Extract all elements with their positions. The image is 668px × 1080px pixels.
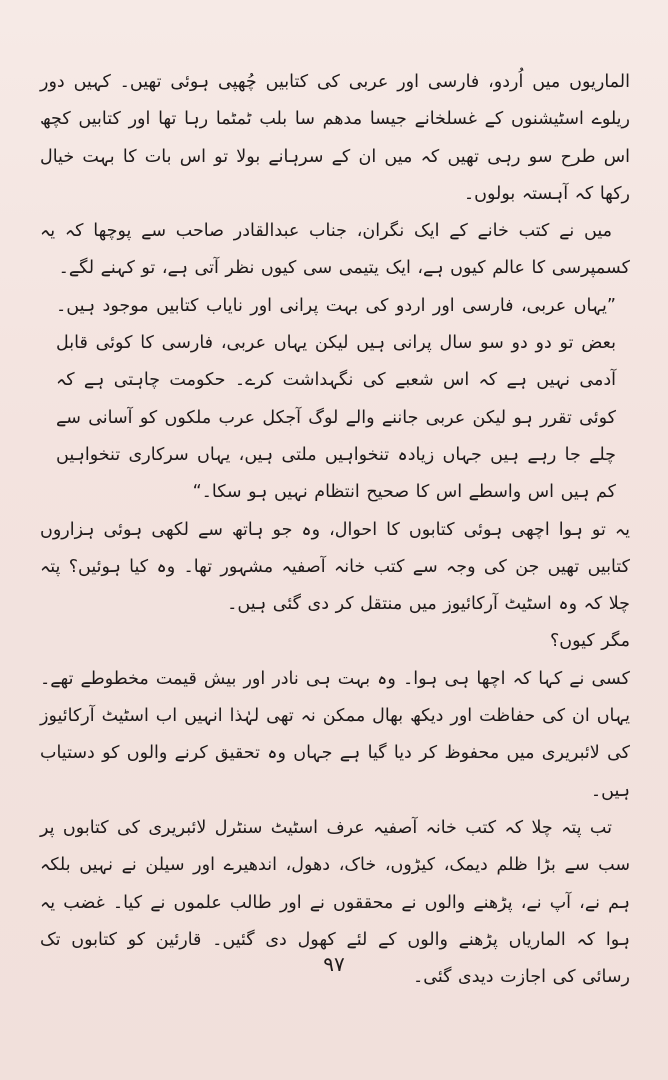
- page-number: ۹۷: [323, 952, 345, 976]
- page-body: [40, 64, 630, 996]
- paragraph-almirahs: الماریوں میں اُردو، فارسی اور عربی کی کتابیں چُھپی ہوئی تھیں۔ کہیں دور ریلوے اسٹیشنوں کے غسلخانے جیسا مدھم سا بلب ٹمٹما رہا تھا اور کتابیں کچھ اس طرح سو رہی تھیں کہ میں ان کے سرہانے بولا تو اس بات کا بہت خیال رکھا کہ آہستہ بولوں۔: [40, 72, 630, 204]
- paragraph-manuscripts: یہ تو ہوا اچھی ہوئی کتابوں کا احوال، وہ جو ہاتھ سے لکھی ہوئی ہزاروں کتابیں تھیں جن کی وجہ سے کتب خانہ آصفیہ مشہور تھا۔ وہ کیا ہوئیں؟ پتہ چلا کہ وہ اسٹیٹ آرکائیوز میں منتقل کر دی گئی ہیں۔: [40, 519, 630, 615]
- paragraph-but-why: مگر کیوں؟: [549, 631, 630, 652]
- paragraph-question-to-caretaker: میں نے کتب خانے کے ایک نگران، جناب عبدالقادر صاحب سے پوچھا کہ یہ کسمپرسی کا عالم کیوں ہے، ایک یتیمی سی کیوں نظر آتی ہے، تو کہنے لگے۔: [40, 221, 630, 279]
- paragraph-caretaker-reply: ”یہاں عربی، فارسی اور اردو کی بہت پرانی اور نایاب کتابیں موجود ہیں۔ بعض تو دو دو سو سال پرانی ہیں لیکن یہاں عربی، فارسی کا کوئی قابل آدمی نہیں ہے کہ اس شعبے کی نگہداشت کرے۔ حکومت چاہتی ہے کہ کوئی تقرر ہو لیکن عربی جاننے والے لوگ آجکل عرب ملکوں کو آسانی سے چلے جا رہے ہیں جہاں زیادہ تنخواہیں ملتی ہیں، یہاں سرکاری تنخواہیں کم ہیں اس واسطے اس کا صحیح انتظام نہیں ہو سکا۔“: [56, 295, 616, 503]
- paragraph-greatest-cruelty: تب پتہ چلا کہ کتب خانہ آصفیہ عرف اسٹیٹ سنٹرل لائبریری کی کتابوں پر سب سے بڑا ظلم دیمک، کیڑوں، خاک، دھول، اندھیرے اور سیلن نے نہیں بلکہ ہم نے، آپ نے، پڑھنے والوں نے محققوں نے اور طالب علموں نے کیا۔ غضب یہ ہوا کہ الماریاں پڑھنے والوں کے لئے کھول دی گئیں۔ قارئین کو کتابوں تک رسائی کی اجازت دیدی گئی۔: [40, 817, 630, 988]
- paragraph-someone-said: کسی نے کہا کہ اچھا ہی ہوا۔ وہ بہت ہی نادر اور بیش قیمت مخطوطے تھے۔ یہاں ان کی حفاظت اور دیکھ بھال ممکن نہ تھی لہٰذا انہیں اب اسٹیٹ آرکائیوز کی لائبریری میں محفوظ کر دیا گیا ہے جہاں وہ تحقیق کرنے والوں کو دستیاب ہیں۔: [40, 668, 630, 801]
